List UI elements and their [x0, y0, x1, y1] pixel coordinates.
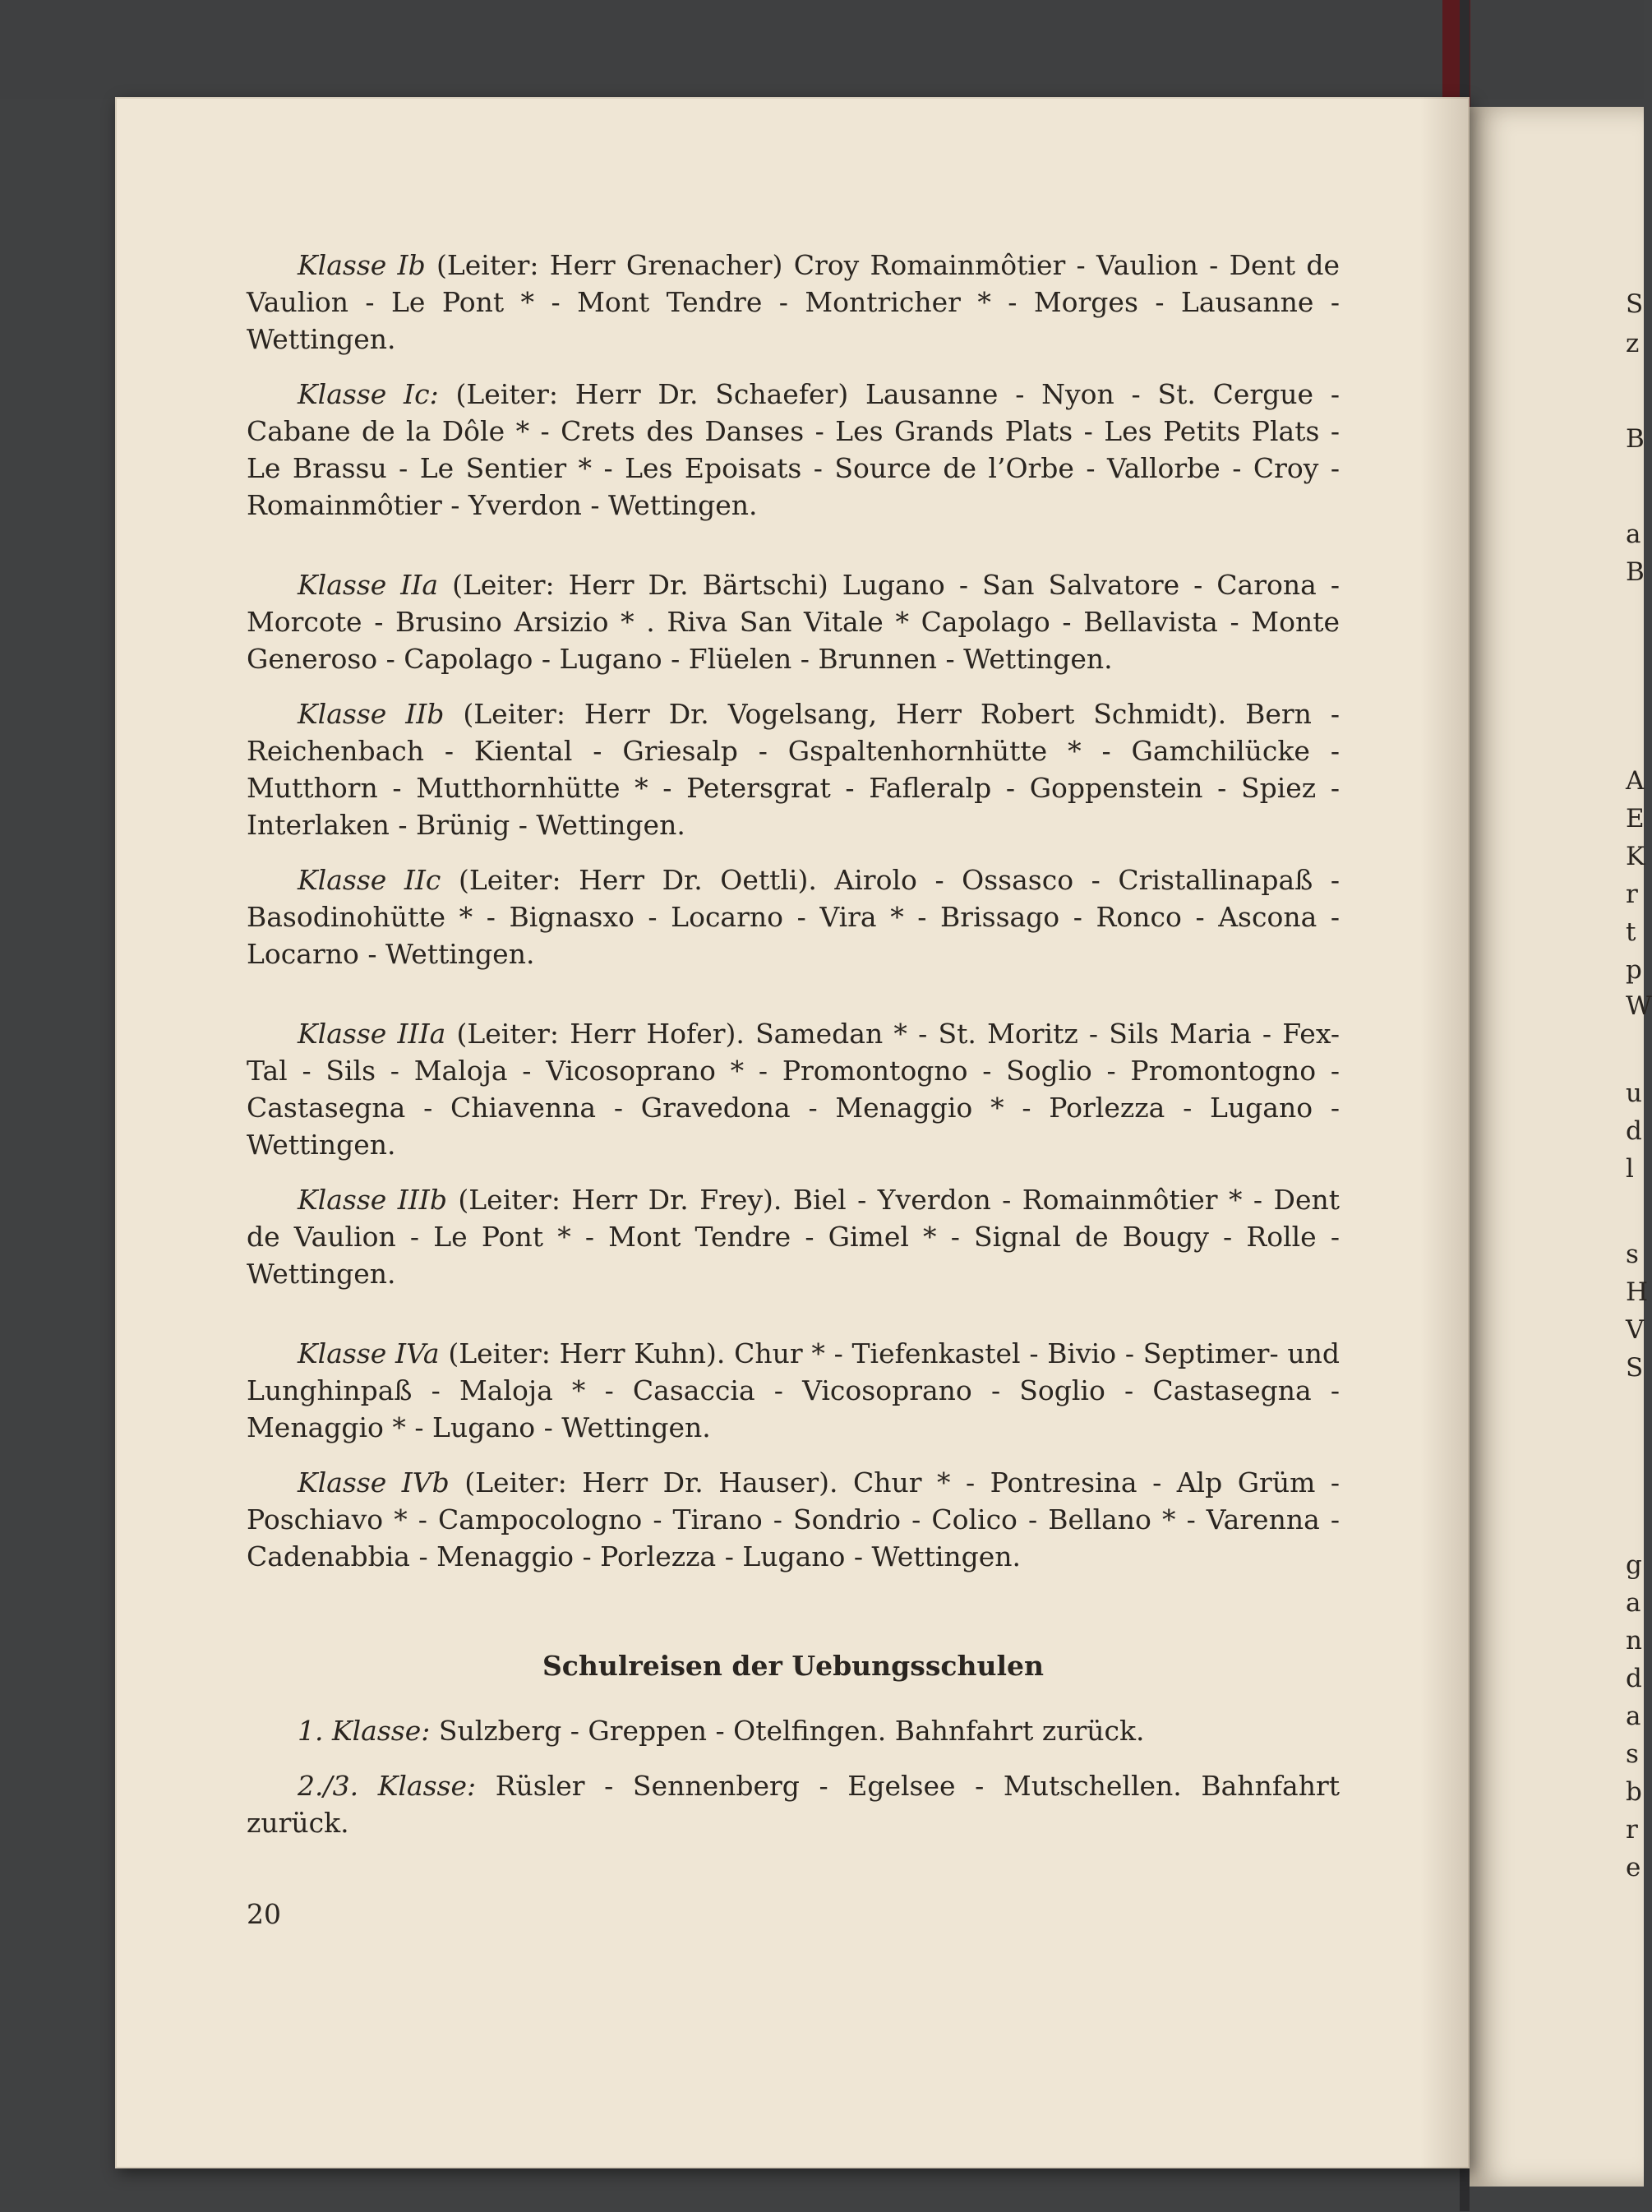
next-page-fragment: E: [1626, 804, 1645, 834]
background-band: [0, 0, 1644, 99]
trip-route: (Leiter: Herr Grenacher) Croy Romainmôtier - Vaulion - Dent de Vaulion - Le Pont * - Mont Tendre - Montricher * - Morges - Lausanne - Wettingen.: [247, 249, 1340, 355]
class-trip-paragraph: [247, 861, 1340, 972]
class-label: Klasse IVb: [298, 1466, 450, 1499]
class-label: Klasse Ib: [298, 249, 426, 281]
next-page-fragment: A: [1626, 766, 1645, 796]
trip-route: (Leiter: Herr Dr. Bärtschi) Lugano - San Salvatore - Carona - Morcote - Brusino Arsizio * . Riva San Vitale * Capolago - Bellavista - Monte Generoso - Capolago - Lugano - Flüelen - Brunnen - Wettingen.: [247, 569, 1340, 675]
next-page-fragment: S: [1626, 289, 1644, 319]
class-trip-paragraph: [247, 1464, 1340, 1575]
class-trip-paragraph: [247, 376, 1340, 524]
next-page-fragment: p: [1626, 955, 1642, 985]
next-page-fragment: K: [1626, 842, 1645, 871]
next-page-fragment: z: [1626, 329, 1640, 358]
next-page-fragment: V: [1626, 1315, 1645, 1345]
class-label: Klasse IIc: [298, 864, 441, 896]
trip-route: (Leiter: Herr Kuhn). Chur * - Tiefenkastel - Bivio - Septimer- und Lunghinpaß - Maloja * - Casaccia - Vicosoprano - Soglio - Castasegna - Menaggio * - Lugano - Wettingen.: [247, 1337, 1340, 1443]
next-page-fragment: n: [1626, 1626, 1642, 1656]
class-label: 2./3. Klasse:: [298, 1770, 477, 1802]
class-label: Klasse IIb: [298, 698, 445, 730]
next-page-fragment: d: [1626, 1116, 1642, 1146]
next-page-fragment: b: [1626, 1777, 1642, 1807]
trip-route: Sulzberg - Greppen - Otelfingen. Bahnfahrt zurück.: [430, 1715, 1145, 1747]
trip-route: (Leiter: Herr Hofer). Samedan * - St. Moritz - Sils Maria - Fex-Tal - Sils - Maloja - Vicosoprano * - Promontogno - Soglio - Promontogno - Castasegna - Chiavenna - Gravedona - Menaggio * - Porlezza - Lugano - Wettingen.: [247, 1018, 1340, 1161]
class-label: Klasse IIIb: [298, 1184, 447, 1216]
class-trip-paragraph: [247, 566, 1340, 677]
next-page-fragment: d: [1626, 1664, 1642, 1693]
next-page-fragment: t: [1626, 917, 1636, 947]
next-page-fragment: H: [1626, 1277, 1649, 1307]
trip-route: (Leiter: Herr Dr. Frey). Biel - Yverdon - Romainmôtier * - Dent de Vaulion - Le Pont * - Mont Tendre - Gimel * - Signal de Bougy - Rolle - Wettingen.: [247, 1184, 1340, 1290]
section-heading: Schulreisen der Uebungsschulen: [542, 1650, 1045, 1682]
practice-trip-paragraph: [247, 1712, 1340, 1749]
next-page-fragment: B: [1626, 424, 1645, 454]
page-number: 20: [247, 1898, 281, 1930]
next-page-fragment: S: [1626, 1353, 1644, 1383]
class-label: Klasse Ic:: [298, 378, 439, 410]
next-page-fragment: r: [1626, 1815, 1638, 1845]
next-page-fragment: g: [1626, 1550, 1642, 1580]
trip-route: (Leiter: Herr Dr. Oettli). Airolo - Ossasco - Cristallinapaß - Basodinohütte * - Bignasxo - Locarno - Vira * - Brissago - Ronco - Ascona - Locarno - Wettingen.: [247, 864, 1340, 970]
class-trip-paragraph: [247, 1015, 1340, 1163]
class-trip-paragraph: [247, 247, 1340, 358]
next-page-fragment: a: [1626, 520, 1641, 549]
next-page-fragment: W: [1626, 991, 1652, 1021]
class-label: Klasse IIIa: [298, 1018, 446, 1050]
page-gutter-shadow: [1420, 97, 1470, 2168]
class-label: 1. Klasse:: [298, 1715, 431, 1747]
page-content: [247, 247, 1340, 1933]
next-page-fragment: B: [1626, 557, 1645, 587]
class-trip-paragraph: [247, 1335, 1340, 1446]
next-page-fragment: l: [1626, 1154, 1634, 1184]
trip-route: (Leiter: Herr Dr. Schaefer) Lausanne - Nyon - St. Cergue - Cabane de la Dôle * - Crets des Danses - Les Grands Plats - Les Petits Plats - Le Brassu - Le Sentier * - Les Epoisats - Source de l’Orbe - Vallorbe - Croy - Romainmôtier - Yverdon - Wettingen.: [247, 378, 1340, 521]
trip-route: Rüsler - Sennenberg - Egelsee - Mutschellen. Bahnfahrt zurück.: [247, 1770, 1340, 1839]
next-page-fragment: a: [1626, 1588, 1641, 1618]
class-label: Klasse IVa: [298, 1337, 440, 1369]
trip-route: (Leiter: Herr Dr. Hauser). Chur * - Pontresina - Alp Grüm - Poschiavo * - Campocologno - Tirano - Sondrio - Colico - Bellano * - Varenna - Cadenabbia - Menaggio - Porlezza - Lugano - Wettingen.: [247, 1466, 1341, 1572]
practice-trip-paragraph: [247, 1767, 1340, 1841]
class-label: Klasse IIa: [298, 569, 439, 601]
next-page-fragment: a: [1626, 1702, 1641, 1731]
next-page-fragment: s: [1626, 1240, 1639, 1269]
next-page-fragment: s: [1626, 1739, 1639, 1769]
next-page-fragment: u: [1626, 1078, 1642, 1108]
trip-route: (Leiter: Herr Dr. Vogelsang, Herr Robert Schmidt). Bern - Reichenbach - Kiental - Griesalp - Gspaltenhornhütte * - Gamchilücke - Mutthorn - Mutthornhütte * - Petersgrat - Fafleralp - Goppenstein - Spiez - Interlaken - Brünig - Wettingen.: [247, 698, 1341, 841]
class-trip-paragraph: [247, 695, 1340, 843]
class-trip-paragraph: [247, 1181, 1340, 1292]
next-page-edge: [1470, 107, 1644, 2187]
next-page-fragment: e: [1626, 1853, 1641, 1882]
next-page-fragment: r: [1626, 880, 1638, 909]
